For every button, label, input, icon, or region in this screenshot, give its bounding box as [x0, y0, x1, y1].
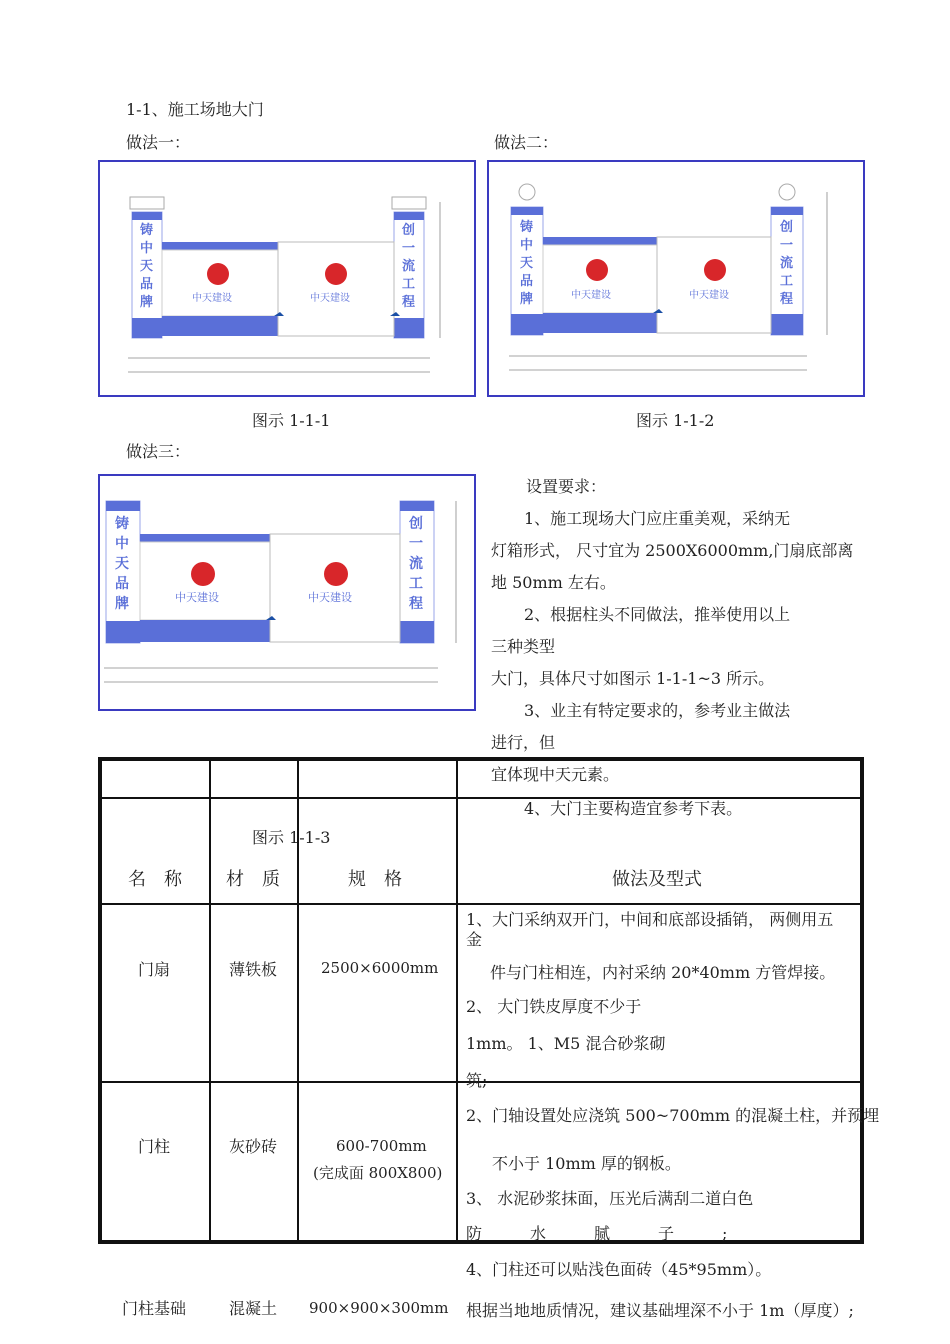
requirements-heading: 设置要求：: [526, 477, 607, 496]
requirement-line: 灯箱形式， 尺寸宜为 2500X6000mm,门扇底部离: [491, 541, 854, 560]
gate-drawing-1: [100, 162, 474, 395]
header-material: 材 质: [226, 869, 280, 890]
pillar-char: 天: [115, 556, 129, 572]
table-rule: [98, 797, 864, 799]
pillar-char: 品: [115, 576, 129, 592]
requirement-line: 大门，具体尺寸如图示 1-1-1~3 所示。: [491, 669, 775, 688]
gate-figure-3: [98, 474, 476, 711]
pillar-char: 牌: [520, 292, 534, 307]
pillar-char: 创: [402, 223, 416, 238]
pillar-char: 创: [409, 516, 423, 532]
method-line: 2、门轴设置处应浇筑 500~700mm 的混凝土柱，并预埋: [466, 1106, 880, 1125]
method-line: 根据当地地质情况，建议基础埋深不小于 1m（厚度）;: [466, 1301, 854, 1320]
pillar-char: 一: [409, 536, 423, 552]
pillar-char: 铸: [140, 223, 154, 238]
pillar-char: 中: [520, 238, 534, 253]
pillar-char: 牌: [140, 295, 154, 310]
pillar-char: 工: [780, 274, 794, 289]
pillar-char: 程: [402, 295, 416, 310]
logo-text: 中天建设: [310, 293, 350, 304]
method-line: 4、门柱还可以贴浅色面砖（45*95mm）。: [466, 1260, 772, 1279]
pillar-char: 工: [402, 277, 416, 292]
pillar-char: 创: [780, 220, 794, 235]
pillar-char: 品: [140, 277, 154, 292]
right-pillar-text: [402, 222, 415, 312]
row-foundation-material: 混凝土: [229, 1299, 278, 1318]
table-col-rule: [456, 757, 458, 1244]
logo-text: 中天建设: [192, 293, 232, 304]
method-line: 3、 水泥砂浆抹面，压光后满刮二道白色: [466, 1189, 754, 1208]
left-pillar-text: [115, 514, 129, 614]
table-border-right: [860, 757, 864, 1244]
table-col-rule: [209, 757, 211, 1244]
row-pillar-spec: 600-700mm: [336, 1137, 427, 1155]
pillar-char: 中: [140, 241, 154, 256]
pillar-char: 程: [409, 596, 423, 612]
right-pillar-text: [409, 514, 423, 614]
requirement-line: 3、业主有特定要求的，参考业主做法: [524, 701, 791, 720]
pillar-char: 品: [520, 274, 534, 289]
row-pillar-material: 灰砂砖: [229, 1137, 278, 1156]
row-door-spec: 2500×6000mm: [321, 959, 439, 977]
row-pillar-spec2: (完成面 800X800): [313, 1164, 443, 1182]
requirement-line: 宜体现中天元素。: [491, 765, 620, 784]
method-line: 防 水 腻 子 ;: [466, 1224, 728, 1243]
method-line: 不小于 10mm 厚的钢板。: [492, 1154, 681, 1173]
pillar-char: 天: [140, 259, 154, 274]
logo-text: 中天建设: [571, 290, 611, 301]
fig3-caption: 图示 1-1-3: [252, 828, 331, 847]
method-line: 2、 大门铁皮厚度不少于: [466, 997, 642, 1016]
method2-label: 做法二：: [494, 133, 559, 152]
method-line: 件与门柱相连，内衬采纳 20*40mm 方管焊接。: [490, 963, 836, 982]
method-line: 金: [466, 930, 483, 949]
table-border-left: [98, 757, 102, 1244]
pillar-char: 铸: [115, 516, 129, 532]
requirement-line: 地 50mm 左右。: [491, 573, 616, 592]
fig1-caption: 图示 1-1-1: [252, 411, 331, 430]
logo-text: 中天建设: [308, 591, 352, 604]
header-spec: 规 格: [348, 869, 402, 890]
gate-drawing-2: [489, 162, 863, 395]
pillar-char: 流: [402, 259, 416, 274]
pillar-char: 流: [780, 256, 794, 271]
pillar-char: 工: [409, 576, 423, 592]
pillar-char: 程: [780, 292, 794, 307]
requirement-line: 进行，但: [491, 733, 556, 752]
requirement-line: 三种类型: [491, 637, 556, 656]
table-border-top: [98, 757, 864, 761]
pillar-char: 天: [520, 256, 534, 271]
pillar-char: 一: [780, 238, 794, 253]
gate-figure-2: [487, 160, 865, 397]
fig2-caption: 图示 1-1-2: [636, 411, 715, 430]
method-line: 1、大门采纳双开门，中间和底部设插销， 两侧用五: [466, 910, 834, 929]
header-name: 名 称: [128, 869, 182, 890]
method1-label: 做法一：: [126, 133, 191, 152]
pillar-char: 一: [402, 241, 416, 256]
method-line: 1mm。 1、M5 混合砂浆砌: [466, 1034, 666, 1053]
method-line: 筑;: [466, 1071, 488, 1090]
row-pillar-name: 门柱: [138, 1137, 171, 1156]
logo-text: 中天建设: [175, 591, 219, 604]
left-pillar-text: [520, 219, 533, 309]
requirement-line: 1、施工现场大门应庄重美观，采纳无: [524, 509, 791, 528]
left-pillar-text: [140, 222, 153, 312]
pillar-char: 中: [115, 536, 129, 552]
logo-text: 中天建设: [689, 290, 729, 301]
header-method: 做法及型式: [612, 869, 702, 890]
row-door-material: 薄铁板: [229, 960, 278, 979]
pillar-char: 流: [409, 556, 423, 572]
pillar-char: 铸: [520, 220, 534, 235]
gate-figure-1: [98, 160, 476, 397]
row-foundation-spec: 900×900×300mm: [309, 1299, 449, 1317]
row-foundation-name: 门柱基础: [122, 1299, 187, 1318]
right-pillar-text: [780, 219, 793, 309]
requirement-line: 2、根据柱头不同做法，推举使用以上: [524, 605, 791, 624]
requirement-line: 4、大门主要构造宜参考下表。: [524, 799, 743, 818]
pillar-char: 牌: [115, 596, 129, 612]
table-rule: [98, 903, 864, 905]
row-door-name: 门扇: [138, 960, 171, 979]
section-title: 1-1、施工场地大门: [126, 100, 264, 119]
method3-label: 做法三：: [126, 442, 191, 461]
